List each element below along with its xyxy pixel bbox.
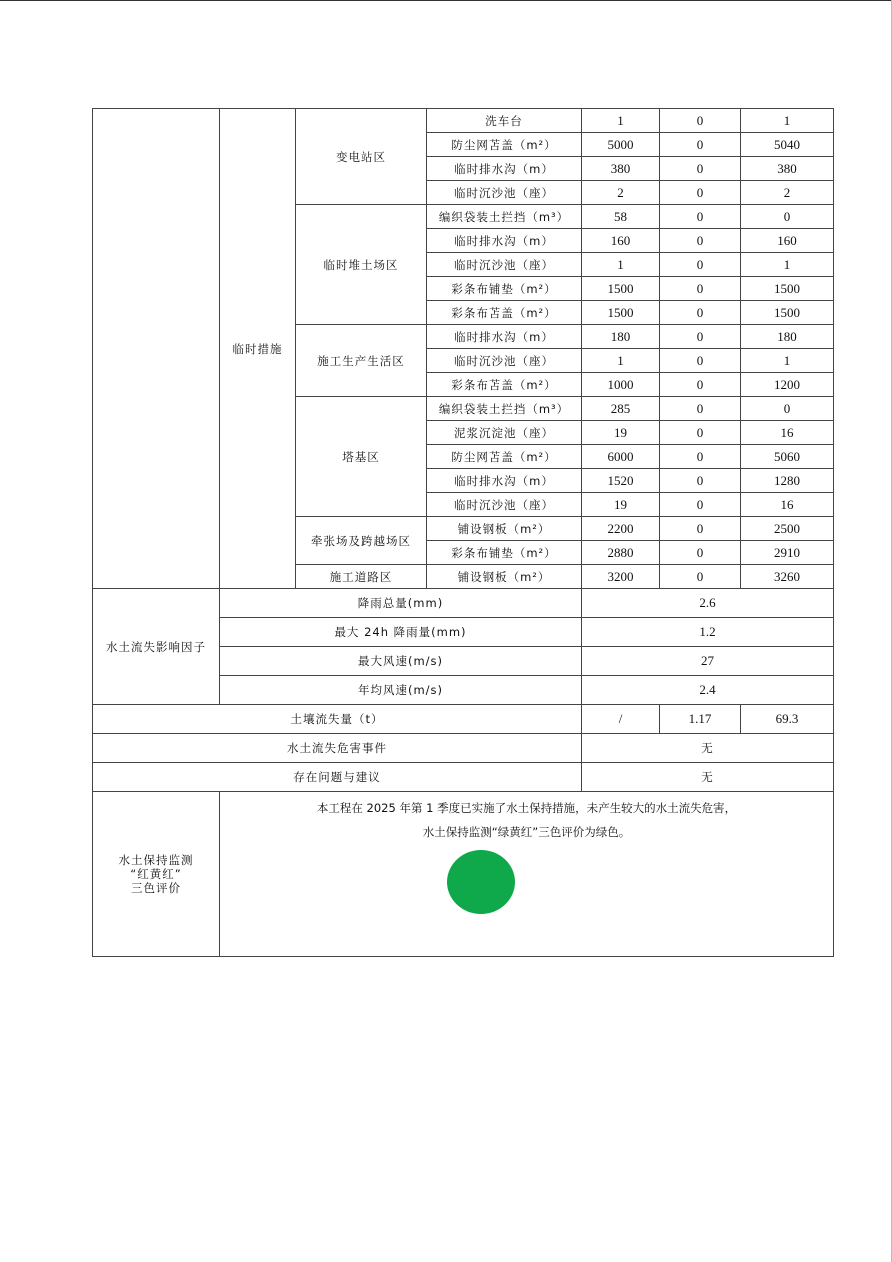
value-cell: 1	[741, 253, 834, 277]
value-cell: 2	[741, 181, 834, 205]
measure-item: 编织袋装土拦挡（m³）	[427, 397, 582, 421]
value-cell: 2880	[582, 541, 660, 565]
area-name: 施工生产生活区	[296, 325, 427, 397]
hazard-row	[93, 734, 834, 763]
value-cell: 0	[660, 301, 741, 325]
value-cell: 0	[660, 253, 741, 277]
measure-item: 泥浆沉淀池（座）	[427, 421, 582, 445]
evaluation-label	[93, 792, 220, 957]
hazard-label: 水土流失危害事件	[93, 734, 582, 763]
value-cell: 0	[660, 229, 741, 253]
area-name: 施工道路区	[296, 565, 427, 589]
value-cell: 1000	[582, 373, 660, 397]
value-cell: 2200	[582, 517, 660, 541]
factor-name: 最大 24h 降雨量(mm)	[220, 618, 582, 647]
measure-item: 防尘网苫盖（m²）	[427, 445, 582, 469]
factor-value: 1.2	[582, 618, 834, 647]
soil-loss-value-1: /	[582, 705, 660, 734]
value-cell: 2500	[741, 517, 834, 541]
measure-item: 防尘网苫盖（m²）	[427, 133, 582, 157]
value-cell: 1	[741, 109, 834, 133]
value-cell: 1	[741, 349, 834, 373]
value-cell: 0	[660, 157, 741, 181]
factors-label: 水土流失影响因子	[93, 589, 220, 705]
value-cell: 0	[660, 469, 741, 493]
value-cell: 2	[582, 181, 660, 205]
value-cell: 160	[582, 229, 660, 253]
issues-value: 无	[582, 763, 834, 792]
measure-item: 彩条布铺垫（m²）	[427, 277, 582, 301]
measure-item: 临时排水沟（m）	[427, 157, 582, 181]
value-cell: 180	[741, 325, 834, 349]
measure-item: 彩条布苫盖（m²）	[427, 373, 582, 397]
value-cell: 0	[660, 325, 741, 349]
measure-item: 铺设钢板（m²）	[427, 565, 582, 589]
value-cell: 2910	[741, 541, 834, 565]
measure-item: 洗车台	[427, 109, 582, 133]
value-cell: 16	[741, 493, 834, 517]
value-cell: 5000	[582, 133, 660, 157]
value-cell: 1520	[582, 469, 660, 493]
value-cell: 16	[741, 421, 834, 445]
factor-name: 最大风速(m/s)	[220, 647, 582, 676]
value-cell: 1	[582, 109, 660, 133]
evaluation-row	[93, 792, 834, 957]
temp-measures-label: 临时措施	[220, 109, 296, 589]
value-cell: 0	[660, 493, 741, 517]
value-cell: 0	[660, 397, 741, 421]
value-cell: 380	[582, 157, 660, 181]
value-cell: 1500	[582, 301, 660, 325]
factor-name: 年均风速(m/s)	[220, 676, 582, 705]
value-cell: 3200	[582, 565, 660, 589]
value-cell: 19	[582, 493, 660, 517]
soil-loss-value-2: 1.17	[660, 705, 741, 734]
measure-item: 临时排水沟（m）	[427, 325, 582, 349]
value-cell: 1	[582, 253, 660, 277]
evaluation-text-line: 水土保持监测“绿黄红”三色评价为绿色。	[422, 825, 631, 839]
value-cell: 5040	[741, 133, 834, 157]
page-top-border	[0, 0, 892, 1]
value-cell: 0	[660, 565, 741, 589]
value-cell: 0	[660, 373, 741, 397]
value-cell: 380	[741, 157, 834, 181]
hazard-value: 无	[582, 734, 834, 763]
value-cell: 0	[741, 205, 834, 229]
blank-category-cell	[93, 109, 220, 589]
factor-name: 降雨总量(mm)	[220, 589, 582, 618]
green-rating-circle	[447, 850, 515, 914]
measure-item: 彩条布苫盖（m²）	[427, 301, 582, 325]
factor-value: 2.4	[582, 676, 834, 705]
value-cell: 19	[582, 421, 660, 445]
value-cell: 6000	[582, 445, 660, 469]
value-cell: 0	[660, 445, 741, 469]
value-cell: 1	[582, 349, 660, 373]
evaluation-label-line: 三色评价	[131, 881, 181, 895]
value-cell: 160	[741, 229, 834, 253]
value-cell: 0	[660, 205, 741, 229]
value-cell: 3260	[741, 565, 834, 589]
factor-value: 27	[582, 647, 834, 676]
value-cell: 180	[582, 325, 660, 349]
measure-item: 临时沉沙池（座）	[427, 253, 582, 277]
value-cell: 1500	[582, 277, 660, 301]
area-name: 塔基区	[296, 397, 427, 517]
value-cell: 285	[582, 397, 660, 421]
measure-item: 临时沉沙池（座）	[427, 181, 582, 205]
soil-loss-value-3: 69.3	[741, 705, 834, 734]
evaluation-label-line: “红黄红”	[130, 867, 182, 881]
issues-row	[93, 763, 834, 792]
measure-item: 临时沉沙池（座）	[427, 349, 582, 373]
measure-item: 临时沉沙池（座）	[427, 493, 582, 517]
value-cell: 58	[582, 205, 660, 229]
table-body	[93, 109, 834, 957]
measure-item: 编织袋装土拦挡（m³）	[427, 205, 582, 229]
issues-label: 存在问题与建议	[93, 763, 582, 792]
measure-row	[93, 109, 834, 133]
value-cell: 0	[660, 181, 741, 205]
value-cell: 0	[660, 109, 741, 133]
value-cell: 0	[660, 349, 741, 373]
evaluation-content	[220, 792, 834, 957]
monitoring-table	[92, 108, 834, 957]
evaluation-text-line: 本工程在 2025 年第 1 季度已实施了水土保持措施，未产生较大的水土流失危害，	[316, 801, 737, 815]
value-cell: 0	[660, 277, 741, 301]
measure-item: 彩条布铺垫（m²）	[427, 541, 582, 565]
area-name: 牵张场及跨越场区	[296, 517, 427, 565]
factor-row	[93, 589, 834, 618]
evaluation-label-line: 水土保持监测	[118, 853, 194, 867]
factor-value: 2.6	[582, 589, 834, 618]
measure-item: 铺设钢板（m²）	[427, 517, 582, 541]
value-cell: 5060	[741, 445, 834, 469]
value-cell: 0	[741, 397, 834, 421]
value-cell: 1500	[741, 301, 834, 325]
value-cell: 0	[660, 517, 741, 541]
area-name: 临时堆土场区	[296, 205, 427, 325]
value-cell: 0	[660, 133, 741, 157]
value-cell: 0	[660, 541, 741, 565]
measure-item: 临时排水沟（m）	[427, 469, 582, 493]
soil-loss-label: 土壤流失量（t）	[93, 705, 582, 734]
value-cell: 0	[660, 421, 741, 445]
value-cell: 1280	[741, 469, 834, 493]
value-cell: 1500	[741, 277, 834, 301]
value-cell: 1200	[741, 373, 834, 397]
area-name: 变电站区	[296, 109, 427, 205]
measure-item: 临时排水沟（m）	[427, 229, 582, 253]
soil-loss-row	[93, 705, 834, 734]
